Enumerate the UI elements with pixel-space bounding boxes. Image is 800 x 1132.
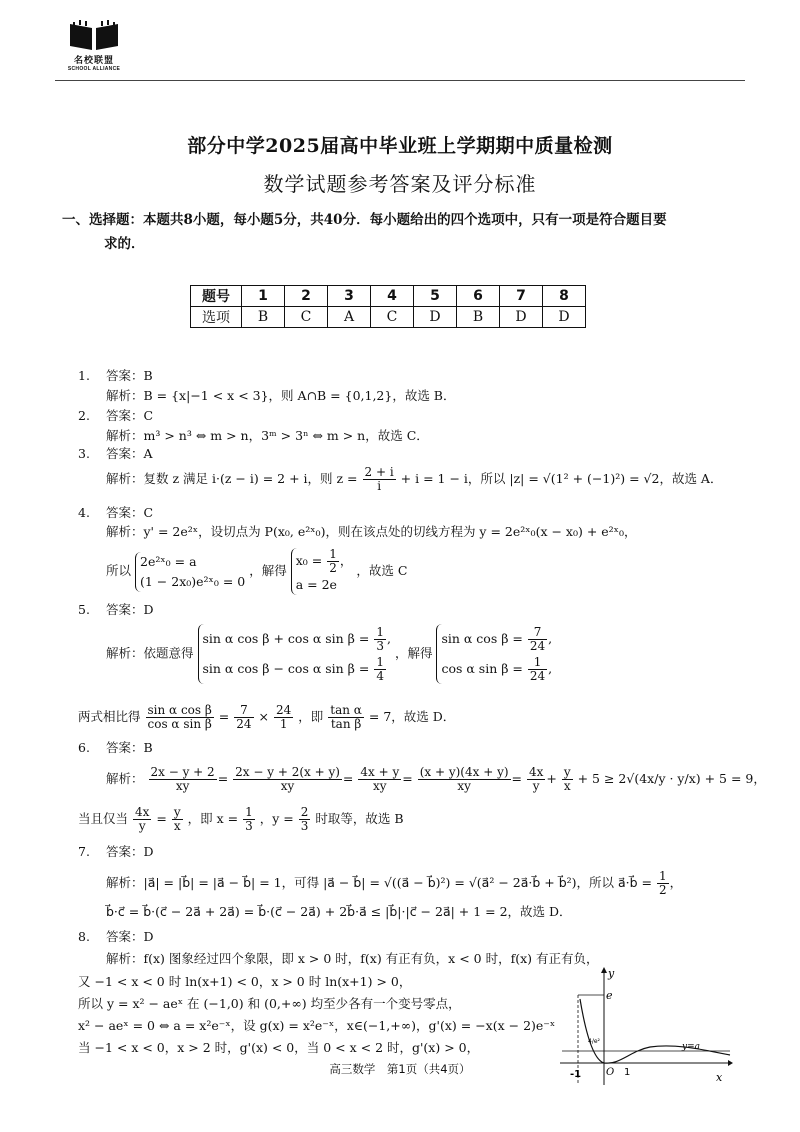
q2-solution: 解析：m³ > n³ ⇔ m > n，3ᵐ > 3ⁿ ⇔ m > n，故选 C． [106, 428, 429, 443]
solution-text: = 7，故选 D． [368, 709, 456, 724]
q4-system-1 [135, 552, 245, 592]
fraction-numerator: 2 [300, 805, 309, 819]
system-equation: 2e²ˣ₀ = a [140, 553, 197, 569]
page-footer: 高三数学 第1页（共4页） [329, 1062, 471, 1076]
fraction-denominator: tan β [330, 717, 362, 731]
q4-system-2 [291, 548, 353, 595]
question-number: 5. [78, 602, 90, 617]
q7-answer: 答案：D [106, 844, 154, 859]
fraction [149, 766, 217, 793]
question-number: 8. [78, 929, 90, 944]
header-cell: 6 [457, 286, 500, 307]
choice-cell: B [242, 307, 285, 328]
fraction-denominator: 24 [529, 669, 546, 683]
fraction [418, 766, 511, 793]
y-axis-arrow [601, 967, 607, 973]
choice-cell-label: 选项 [191, 307, 242, 328]
fraction [328, 704, 364, 731]
fraction [358, 766, 401, 793]
fraction [562, 766, 573, 793]
solution-text: 两式相比得 [78, 709, 141, 724]
section-line-1: 一、选择题：本题共8小题，每小题5分，共40分．每小题给出的四个选项中，只有一项是符合题目要 [62, 212, 667, 228]
fraction-denominator: 2 [659, 883, 667, 897]
q5-system-2 [436, 624, 552, 684]
choice-cell: B [457, 307, 500, 328]
header-cell: 1 [242, 286, 285, 307]
q8-solution-4: x² − aeˣ = 0 ⇔ a = x²e⁻ˣ，设 g(x) = x²e⁻ˣ，x∈(−1,+∞)，g'(x) = −x(x − 2)e⁻ˣ [78, 1018, 556, 1033]
q8-solution-5: 当 −1 < x < 0，x > 2 时，g'(x) < 0，当 0 < x < 2 时，g'(x) > 0， [78, 1040, 480, 1055]
fraction-denominator: xy [373, 779, 387, 793]
question-number: 7. [78, 844, 90, 859]
fraction-denominator: xy [280, 779, 295, 793]
header-cell: 5 [414, 286, 457, 307]
fraction-numerator: sin α cos β [147, 703, 212, 717]
solution-text: ，y = [259, 811, 294, 826]
header-cell: 3 [328, 286, 371, 307]
fraction [657, 870, 669, 897]
question-number: 1. [78, 368, 90, 383]
system-text: x₀ = [295, 553, 323, 568]
x-axis-label: x [716, 1071, 723, 1084]
origin-label: O [606, 1067, 615, 1078]
q4-sol2-mid: ，解得 [249, 563, 287, 578]
choice-cell: C [371, 307, 414, 328]
fraction-numerator: 4x [135, 805, 150, 819]
q7-solution-2: b⃗·c⃗ = b⃗·(c⃗ − 2a⃗ + 2a⃗) = b⃗·(c⃗ − 2a⃗) + 2b⃗·a⃗ ≤ |b⃗|·|c⃗ − 2a⃗| + 1 = 2，故选 D． [106, 904, 572, 919]
fraction [172, 806, 183, 833]
fraction [234, 704, 253, 731]
fraction-numerator: y [173, 805, 181, 819]
system-text: sin α cos β − cos α sin β = [202, 661, 370, 676]
q5-solution-2 [78, 704, 455, 731]
header-cell: 2 [285, 286, 328, 307]
fraction-denominator: 1 [279, 717, 288, 731]
choice-cell: D [543, 307, 586, 328]
q8-solution-2: 又 −1 < x < 0 时 ln(x+1) < 0，x > 0 时 ln(x+1) > 0， [78, 974, 412, 989]
solution-text: = [156, 811, 167, 826]
fraction [327, 548, 339, 575]
school-alliance-logo [58, 18, 130, 72]
fraction [527, 766, 545, 793]
fraction-numerator: 1 [376, 625, 384, 639]
fraction-denominator: xy [175, 779, 190, 793]
fraction [243, 806, 255, 833]
header-cell-label: 题号 [191, 286, 242, 307]
fraction-denominator: 3 [300, 819, 309, 833]
one-label: 1 [624, 1067, 631, 1078]
choice-cell: A [328, 307, 371, 328]
q2-answer: 答案：C [106, 408, 154, 423]
fraction-numerator: (x + y)(4x + y) [419, 765, 509, 779]
q3-solution-b: + i = 1 − i，所以 |z| = √(1² + (−1)²) = √2，故选 A． [400, 471, 723, 486]
question-number: 2. [78, 408, 90, 423]
page-title: 部分中学2025届高中毕业班上学期期中质量检测 [187, 135, 613, 157]
neg-one-label: -1 [570, 1069, 582, 1080]
q1-solution: 解析：B = {x|−1 < x < 3}，则 A∩B = {0,1,2}，故选 B． [106, 388, 456, 403]
fraction-denominator: cos α sin β [147, 717, 212, 731]
header-rule [55, 80, 745, 81]
system-equation: (1 − 2x₀)e²ˣ₀ = 0 [140, 573, 246, 589]
fraction-numerator: y [563, 765, 571, 779]
fraction-numerator: 2x − y + 2(x + y) [235, 765, 340, 779]
q3-solution [106, 466, 722, 493]
question-number: 6. [78, 740, 90, 755]
q3-answer: 答案：A [106, 446, 153, 461]
fraction-denominator: i [377, 479, 382, 493]
q4-answer: 答案：C [106, 505, 154, 520]
g-curve [580, 999, 730, 1063]
fraction-denominator: 3 [245, 819, 253, 833]
page-subtitle: 数学试题参考答案及评分标准 [263, 172, 537, 196]
question-number: 3. [78, 446, 90, 461]
fraction-numerator: 1 [245, 805, 253, 819]
fraction-denominator: 24 [236, 717, 252, 731]
system-text: sin α cos β + cos α sin β = [202, 631, 370, 646]
q4-sol2-pre: 所以 [106, 563, 132, 578]
fraction-numerator: 4x [528, 765, 544, 779]
header-cell: 4 [371, 286, 414, 307]
logo-chinese-text: 名校联盟 [73, 56, 114, 66]
system-equation: sin α cos β = $\frac{7}{24}$ , [441, 625, 553, 653]
fraction [374, 656, 386, 683]
q4-sol2-post: ，故选 C [356, 563, 408, 578]
q7-solution-1 [106, 870, 682, 897]
logo-english-text: SCHOOL ALLIANCE [67, 66, 121, 72]
solution-text: 当且仅当 [78, 811, 129, 826]
fraction-numerator: 4x + y [360, 765, 400, 779]
fraction-numerator: 2x − y + 2 [150, 765, 215, 779]
q8-solution-3: 所以 y = x² − aeˣ 在 (−1,0) 和 (0,+∞) 均至少各有一个变号零点， [78, 996, 461, 1011]
solution-text: 时取等，故选 B [315, 811, 404, 826]
fraction-denominator: y [532, 779, 540, 793]
fraction-denominator: 4 [376, 669, 384, 683]
solution-text: ，即 x = [187, 811, 239, 826]
fraction-denominator: 3 [376, 639, 384, 653]
q5-sol-pre: 解析：依题意得 [106, 645, 194, 661]
fraction [146, 704, 214, 731]
fraction-numerator: 1 [329, 547, 337, 561]
fraction-numerator: 24 [276, 703, 292, 717]
header-cell: 8 [543, 286, 586, 307]
fraction-denominator: 24 [529, 639, 546, 653]
fraction [133, 806, 151, 833]
fraction [233, 766, 342, 793]
q6-solution-1: 解析： $\frac{2x - y + 2}{xy}$ = $\frac{2x - y + 2(x + y)}{xy}$ = $\frac{4x + y}{xy}$ = $\frac{(x + y)(4x + y)}{xy}$ = $\frac{4x}{y}$ + $\frac{y}{x}$ + 5 ≥ 2√(4x/y · y/x) + 5 = 9， [106, 765, 766, 793]
fraction-numerator: 1 [528, 656, 547, 670]
system-equation: cos α sin β = $\frac{1}{24}$ , [441, 655, 553, 683]
choice-cell: C [285, 307, 328, 328]
q8-answer: 答案：D [106, 929, 154, 944]
answer-table-header-row [191, 286, 586, 307]
fraction-numerator: 7 [234, 704, 253, 718]
question-number: 4. [78, 505, 90, 520]
y-axis-label: y [608, 967, 615, 980]
fraction-numerator: 2 + i [364, 465, 394, 479]
system-equation [203, 654, 391, 684]
fraction-denominator: 2 [329, 561, 337, 575]
system-equation [296, 548, 353, 575]
fraction-denominator: x [563, 779, 571, 793]
solution-text: × [258, 709, 270, 724]
solution-text: + 5 ≥ 2√(4x/y · y/x) + 5 = 9， [577, 771, 766, 786]
system-text: ， [339, 553, 353, 568]
q5-solution-1 [106, 624, 552, 684]
fraction [274, 704, 293, 731]
fraction [528, 656, 547, 683]
book-logo-icon [66, 18, 122, 52]
fraction-denominator: xy [457, 779, 471, 793]
fraction-numerator: tan α [330, 703, 362, 717]
fraction-numerator: 7 [528, 626, 547, 640]
solution-text: ，即 [298, 709, 324, 724]
solution-text: ， [669, 875, 683, 890]
q5-sol-mid: ，解得 [394, 645, 433, 661]
header-cell: 7 [500, 286, 543, 307]
system-text: sin α cos β = [441, 631, 523, 646]
q3-fraction [363, 466, 396, 493]
fraction-numerator: 1 [376, 655, 384, 669]
solution-text: = [218, 709, 230, 724]
fraction-denominator: y [138, 819, 146, 833]
system-equation: a = 2e [295, 577, 337, 592]
fraction [374, 626, 386, 653]
solution-text: 解析： [106, 771, 144, 786]
fraction [299, 806, 311, 833]
q6-answer: 答案：B [106, 740, 153, 755]
system-text: cos α sin β = [441, 661, 523, 676]
fraction-numerator: 1 [659, 869, 667, 883]
system-equation: sin α cos β + cos α sin β = $\frac{1}{3}$ , [202, 625, 391, 653]
q5-system-1 [198, 624, 391, 684]
fraction-denominator: x [173, 819, 181, 833]
section-heading [62, 208, 742, 256]
q4-solution-1: 解析：y' = 2e²ˣ，设切点为 P(x₀, e²ˣ₀)，则在该点处的切线方程为 y = 2e²ˣ₀(x − x₀) + e²ˣ₀， [106, 524, 637, 539]
e-label: e [606, 989, 613, 1002]
choice-cell: D [414, 307, 457, 328]
q6-solution-2 [78, 806, 404, 833]
answer-table [190, 285, 586, 328]
answer-table-choice-row [191, 307, 586, 328]
q5-answer: 答案：D [106, 602, 154, 617]
y-equals-a-label: y=a [682, 1042, 700, 1052]
choice-cell: D [500, 307, 543, 328]
q4-solution-2 [106, 548, 407, 595]
q1-answer: 答案：B [106, 368, 153, 383]
fraction [528, 626, 547, 653]
solution-text: 解析：|a⃗| = |b⃗| = |a⃗ − b⃗| = 1，可得 |a⃗ − b⃗| = √((a⃗ − b⃗)²) = √(a⃗² − 2a⃗·b⃗ + b⃗²)，所以 a⃗·b⃗ = [106, 875, 653, 890]
q3-solution-a: 解析：复数 z 满足 i·(z − i) = 2 + i，则 z = [106, 471, 358, 486]
section-line-2: 求的． [104, 236, 145, 252]
q8-solution-1: 解析：f(x) 图象经过四个象限，即 x > 0 时，f(x) 有正有负，x < 0 时，f(x) 有正有负， [106, 951, 599, 966]
small-value-label: 4/e² [588, 1038, 600, 1045]
